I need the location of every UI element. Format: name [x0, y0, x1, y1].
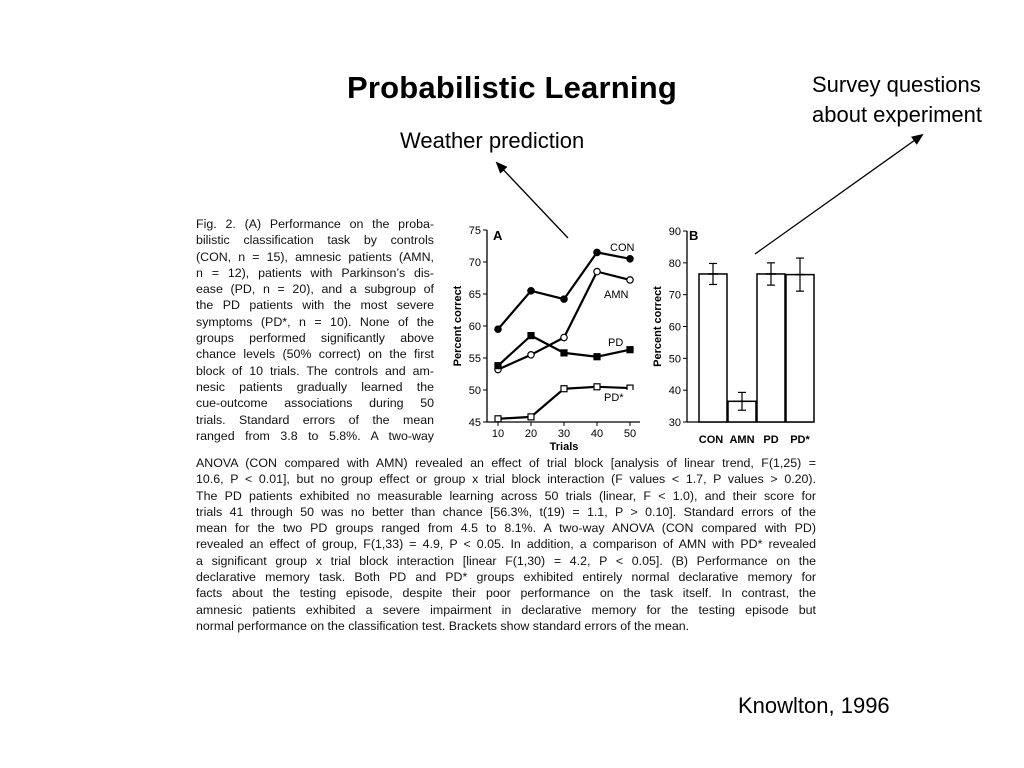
caption-line: trials. Standard errors of the mean [196, 412, 434, 427]
data-point [594, 384, 600, 390]
y-tick-label: 40 [668, 385, 681, 398]
data-point [528, 333, 534, 339]
bar [699, 274, 727, 422]
y-tick-label: 75 [468, 225, 481, 237]
category-label: CON [698, 434, 724, 446]
panel-a-line-chart [452, 225, 640, 453]
survey-note-line-1: Survey questions [812, 72, 981, 97]
caption-line: block of 10 trials. The controls and am- [196, 363, 434, 378]
caption-line: the PD patients with the most severe [196, 298, 434, 313]
y-axis-label: Percent correct [652, 286, 664, 367]
data-point [495, 416, 501, 422]
data-point [594, 268, 600, 274]
caption-line: (CON, n = 15), amnesic patients (AMN, [196, 249, 434, 264]
y-tick-label: 55 [468, 353, 481, 365]
caption-line: revealed an effect of group, F(1,33) = 4.9, P < 0.05. In addition, a comparison of AMN with PD* revealed [196, 537, 816, 552]
data-point [528, 288, 534, 294]
caption-line: mean for the two PD groups ranged from 4.5 to 8.1%. A two-way ANOVA (CON compared with PD) [196, 521, 816, 536]
x-tick-label: 20 [524, 428, 538, 440]
caption-line: ANOVA (CON compared with AMN) revealed an effect of trial block [analysis of linear trend, F(1,25) = [196, 456, 816, 470]
caption-line: declarative memory task. Both PD and PD* groups exhibited entirely normal declarative memory for [196, 570, 816, 585]
weather-prediction-arrow [497, 163, 568, 238]
data-point [594, 354, 600, 360]
caption-line: chance levels (50% correct) on the first [196, 347, 434, 362]
caption-line: groups performed significantly above [196, 331, 434, 346]
y-tick-label: 65 [468, 289, 481, 301]
y-tick-label: 80 [668, 257, 681, 270]
y-axis-label: Percent correct [452, 285, 464, 367]
caption-line: 10.6, P < 0.01], but no group effect or group x trial block interaction (F values < 1.7, P values > 0.20). [196, 472, 816, 487]
y-tick-label: 50 [668, 353, 681, 366]
data-point [561, 386, 567, 392]
caption-line: amnesic patients exhibited a severe impairment in declarative memory for the testing episode but [196, 602, 816, 617]
x-tick-label: 30 [557, 428, 571, 440]
y-tick-label: 70 [468, 257, 481, 269]
x-axis-label: Trials [549, 441, 579, 453]
y-tick-label: 50 [468, 385, 481, 397]
data-point [627, 347, 633, 353]
series-label: PD [608, 337, 624, 349]
caption-line: a significant group x trial block interaction [linear F(1,30) = 4.2, P < 0.05]. (B) Performance on the [196, 553, 816, 568]
caption-line: The PD patients exhibited no measurable learning across 50 trials (linear, F < 1.0), and their score for [196, 488, 816, 503]
data-point [627, 256, 633, 262]
data-point [594, 249, 600, 255]
y-tick-label: 70 [668, 289, 681, 302]
bar [786, 275, 814, 422]
panel-label: B [689, 228, 699, 243]
data-point [561, 350, 567, 356]
slide-title: Probabilistic Learning [347, 70, 677, 105]
data-point [528, 352, 534, 358]
data-point [561, 334, 567, 340]
caption-line: symptoms (PD*, n = 10). None of the [196, 314, 434, 329]
data-point [495, 326, 501, 332]
panel-label: A [493, 228, 503, 243]
caption-line: Fig. 2. (A) Performance on the proba- [196, 217, 434, 231]
series-label: AMN [604, 289, 629, 301]
data-point [627, 277, 633, 283]
y-tick-label: 90 [668, 226, 681, 238]
y-tick-label: 45 [468, 417, 481, 429]
panel-b-bar-chart [652, 226, 814, 446]
caption-line: nesic patients gradually learned the [196, 379, 434, 394]
y-tick-label: 60 [668, 321, 681, 334]
data-point [495, 363, 501, 369]
data-point [528, 414, 534, 420]
caption-line: facts about the testing episode, despite their poor performance on the task itself. In contrast, the [196, 586, 816, 601]
caption-line: ranged from 3.8 to 5.8%. A two-way [196, 428, 434, 443]
x-tick-label: 10 [491, 428, 505, 440]
citation: Knowlton, 1996 [738, 693, 890, 718]
caption-line: trials 41 through 50 was no better than chance [56.3%, t(19) = 1.1, P > 0.10]. Standard errors of the [196, 504, 816, 519]
category-label: AMN [729, 434, 755, 446]
survey-note-line-2: about experiment [812, 102, 982, 127]
y-tick-label: 60 [468, 321, 481, 333]
caption-line: n = 12), patients with Parkinson’s dis- [196, 265, 434, 280]
survey-questions-arrow [755, 135, 922, 254]
data-point [561, 296, 567, 302]
caption-line: normal performance on the classification test. Brackets show standard errors of the mean. [196, 618, 690, 633]
series-label: CON [610, 242, 635, 254]
y-tick-label: 30 [668, 417, 681, 429]
caption-line: ease (PD, n = 20), and a subgroup of [196, 282, 434, 297]
weather-prediction-label: Weather prediction [400, 128, 585, 153]
caption-line: cue-outcome associations during 50 [196, 396, 434, 411]
caption-line: bilistic classification task by controls [196, 233, 434, 248]
category-label: PD [763, 434, 779, 446]
x-tick-label: 40 [590, 428, 604, 440]
series-label: PD* [604, 392, 624, 404]
bar [757, 274, 785, 422]
category-label: PD* [790, 434, 810, 446]
x-tick-label: 50 [623, 428, 637, 440]
